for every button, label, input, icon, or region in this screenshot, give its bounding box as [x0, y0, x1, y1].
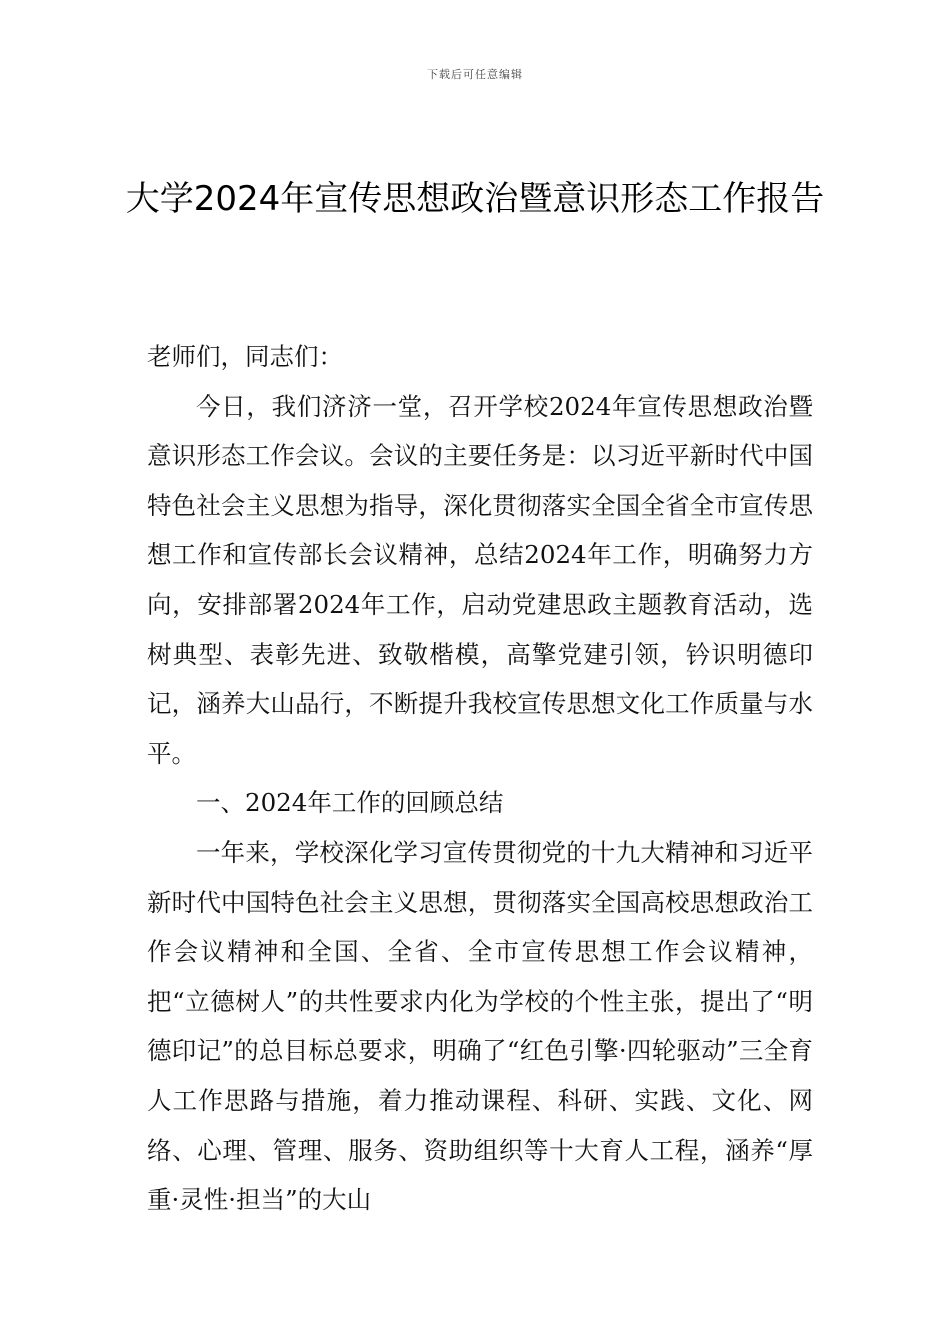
paragraph-intro: 今日，我们济济一堂，召开学校2024年宣传思想政治暨意识形态工作会议。会议的主要任务是：以习近平新时代中国特色社会主义思想为指导，深化贯彻落实全国全省全市宣传思想工作和宣传部长会议精神，总结2024年工作，明确努力方向，安排部署2024年工作，启动党建思政主题教育活动，选树典型、表彰先进、致敬楷模，高擎党建引领，钤识明德印记，涵养大山品行，不断提升我校宣传思想文化工作质量与水平。 [147, 391, 813, 768]
section-heading: 一、2024年工作的回顾总结 [196, 788, 504, 818]
paragraph-review: 一年来，学校深化学习宣传贯彻党的十九大精神和习近平新时代中国特色社会主义思想，贯彻落实全国高校思想政治工作会议精神和全国、全省、全市宣传思想工作会议精神，把“立德树人”的共性要求内化为学校的个性主张，提出了“明德印记”的总目标总要求，明确了“红色引擎·四轮驱动”三全育人工作思路与措施，着力推动课程、科研、实践、文化、网络、心理、管理、服务、资助组织等十大育人工程，涵养“厚重·灵性·担当”的大山 [147, 837, 813, 1215]
document-body [147, 332, 813, 1225]
document-title: 大学2024年宣传思想政治暨意识形态工作报告 [125, 179, 825, 219]
header-note: 下载后可任意编辑 [427, 68, 523, 81]
salutation: 老师们，同志们： [147, 342, 343, 371]
